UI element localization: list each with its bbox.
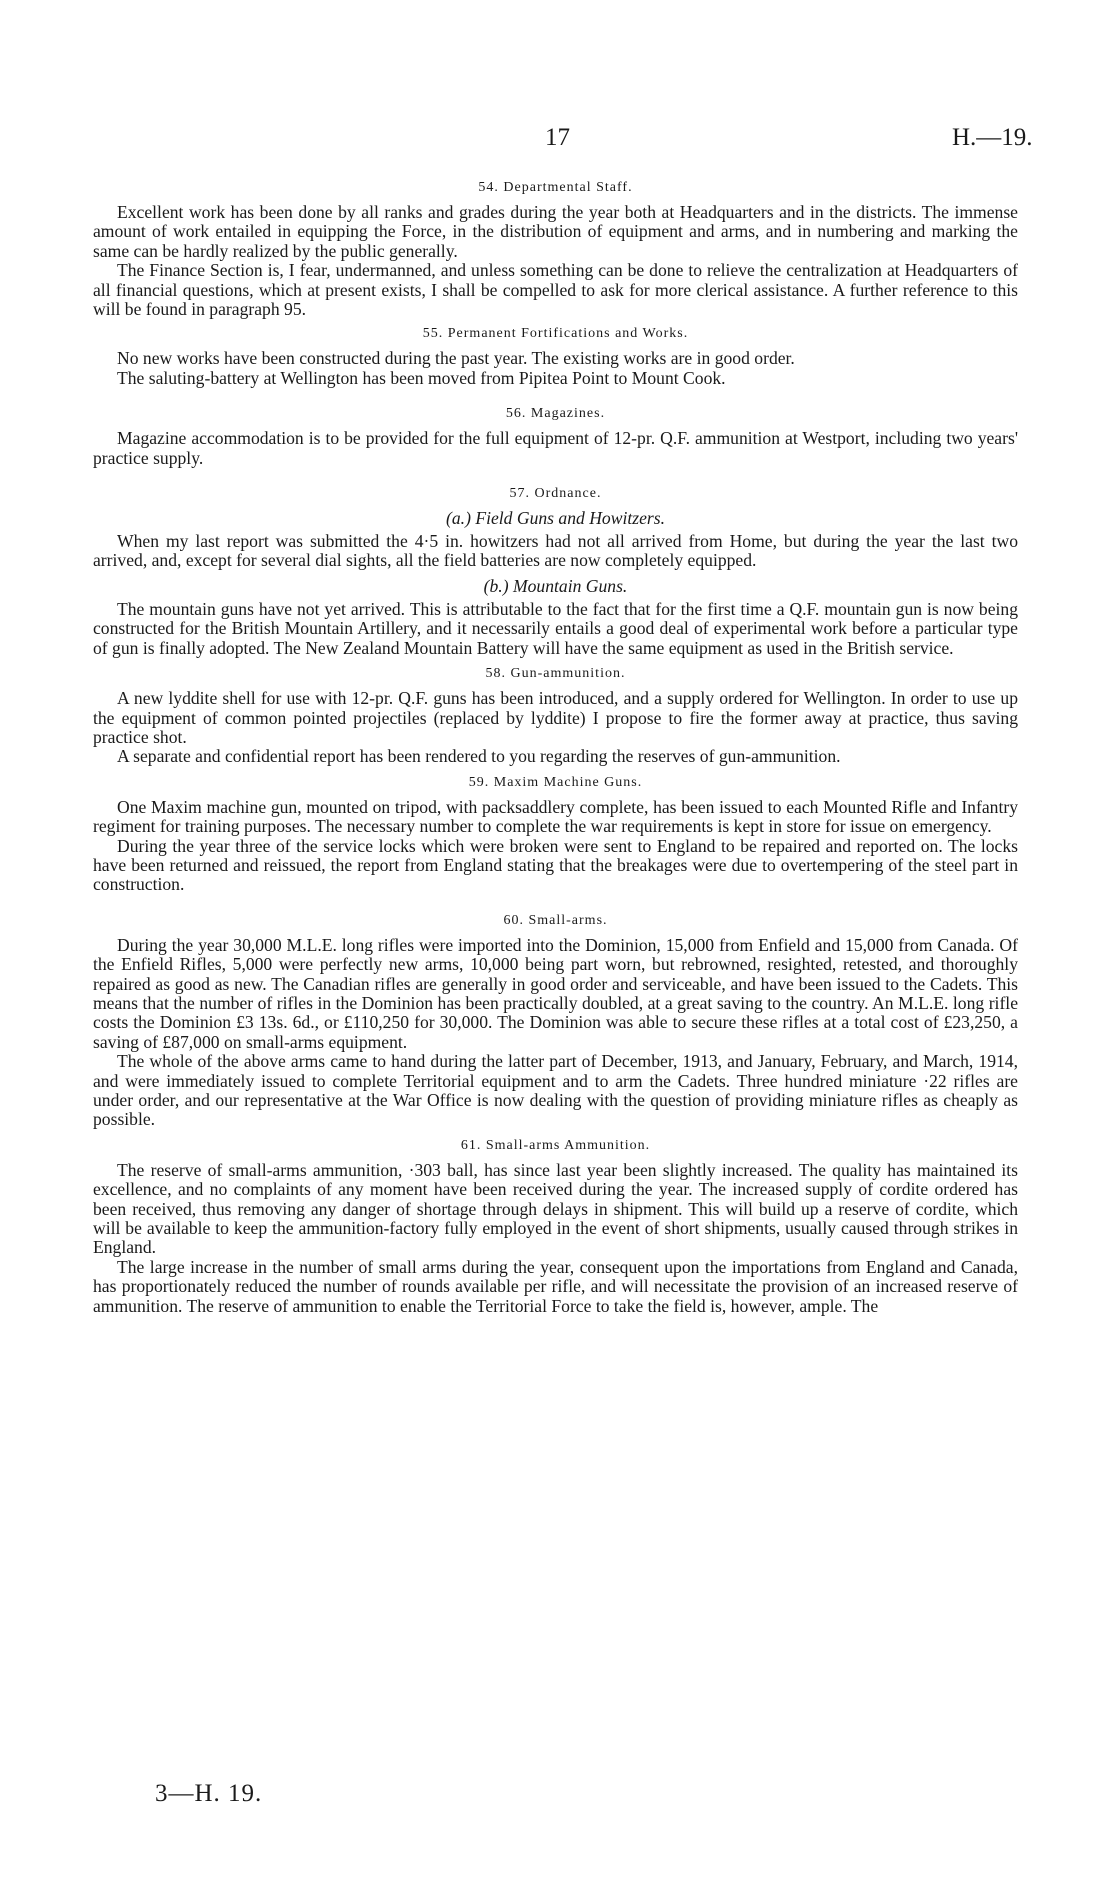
paragraph: The Finance Section is, I fear, undermanned, and unless something can be done to relieve the centralization at Headquarters of all financial questions, which at present exists, I shall be compelled to ask for more clerical assistance. A further reference to this will be found in paragraph 95. — [93, 260, 1018, 320]
paragraph: A separate and confidential report has been rendered to you regarding the reserves of gun-ammunition. — [117, 746, 841, 767]
paragraph: The reserve of small-arms ammunition, ·303 ball, has since last year been slightly increased. The quality has maintained its excellence, and no complaints of any moment have been received during the year. The increased supply of cordite ordered has been received, thus removing any danger of shortage through delays in shipment. This will build up a reserve of cordite, which will be available to keep the ammunition-factory fully employed in the event of short shipments, usually caused through strikes in England. — [93, 1159, 1018, 1258]
subheading-field-guns: (a.) Field Guns and Howitzers. — [446, 508, 665, 529]
paragraph: When my last report was submitted the 4·5 in. howitzers had not all arrived from Home, but during the year the last two arrived, and, except for several dial sights, all the field batteries are now completely equipped. — [93, 531, 1018, 571]
paragraph: The large increase in the number of small arms during the year, consequent upon the importations from England and Canada, has proportionately reduced the number of rounds available per rifle, and will necessitate the provision of an increased reserve of ammunition. The reserve of ammunition to enable the Territorial Force to take the field is, however, ample. The — [93, 1256, 1018, 1316]
document-reference: H.—19. — [952, 124, 1033, 151]
paragraph: One Maxim machine gun, mounted on tripod, with packsaddlery complete, has been issued to each Mounted Rifle and Infantry regiment for training purposes. The necessary number to complete the war requirements is kept in store for issue on emergency. — [93, 796, 1018, 837]
section-heading-57: 57. Ordnance. — [509, 486, 602, 502]
paragraph: During the year 30,000 M.L.E. long rifles were imported into the Dominion, 15,000 from Enfield and 15,000 from Canada. Of the Enfield Rifles, 5,000 were perfectly new arms, 10,000 being part worn, but rebrowned, resighted, retested, and thoroughly repaired as good as new. The Canadian rifles are generally in good order and serviceable, and have been issued to the Cadets. This means that the number of rifles in the Dominion has been practically doubled, at a great saving to the country. An M.L.E. long rifle costs the Dominion £3 13s. 6d., or £110,250 for 30,000. The Dominion was able to secure these rifles at a total cost of £23,250, a saving of £87,000 on small-arms equipment. — [93, 934, 1018, 1052]
signature-mark: 3—H. 19. — [155, 1780, 263, 1807]
page-body — [93, 178, 1018, 1316]
paragraph: The whole of the above arms came to hand during the latter part of December, 1913, and January, February, and March, 1914, and were immediately issued to complete Territorial equipment and to arm the Cadets. Three hundred miniature ·22 rifles are under order, and our representative at the War Office is now dealing with the question of providing miniature rifles as cheaply as possible. — [93, 1051, 1018, 1130]
section-heading-60: 60. Small-arms. — [503, 912, 608, 928]
paragraph: A new lyddite shell for use with 12-pr. Q.F. guns has been introduced, and a supply ordered for Wellington. In order to use up the equipment of common pointed projectiles (replaced by lyddite) I propose to fire the former away at practice, thus saving practice shot. — [93, 688, 1018, 747]
paragraph: No new works have been constructed during the past year. The existing works are in good order. — [117, 348, 795, 369]
paragraph: During the year three of the service locks which were broken were sent to England to be repaired and reported on. The locks have been returned and reissued, the report from England stating that the breakages were due to overtempering of the steel part in construction. — [93, 835, 1018, 895]
paragraph: Magazine accommodation is to be provided for the full equipment of 12-pr. Q.F. ammunition at Westport, including two years' practice supply. — [93, 428, 1018, 468]
paragraph: The saluting-battery at Wellington has been moved from Pipitea Point to Mount Cook. — [117, 367, 726, 388]
paragraph: The mountain guns have not yet arrived. This is attributable to the fact that for the first time a Q.F. mountain gun is now being constructed for the British Mountain Artillery, and it necessarily entails a good deal of experimental work before a particular type of gun is finally adopted. The New Zealand Mountain Battery will have the same equipment as used in the British service. — [93, 598, 1018, 658]
section-heading-58: 58. Gun-ammunition. — [485, 666, 626, 682]
section-heading-56: 56. Magazines. — [505, 406, 606, 422]
section-heading-55: 55. Permanent Fortifications and Works. — [422, 326, 689, 342]
section-heading-54: 54. Departmental Staff. — [478, 180, 633, 195]
subheading-mountain-guns: (b.) Mountain Guns. — [483, 575, 628, 596]
section-heading-61: 61. Small-arms Ammunition. — [460, 1137, 651, 1153]
section-heading-59: 59. Maxim Machine Guns. — [468, 774, 643, 790]
page-number: 17 — [545, 124, 570, 151]
paragraph: Excellent work has been done by all ranks and grades during the year both at Headquarters and in the districts. The immense amount of work entailed in equipping the Force, in the distribution of equipment and arms, and in numbering and marking the same can be hardly realized by the public generally. — [93, 202, 1018, 261]
